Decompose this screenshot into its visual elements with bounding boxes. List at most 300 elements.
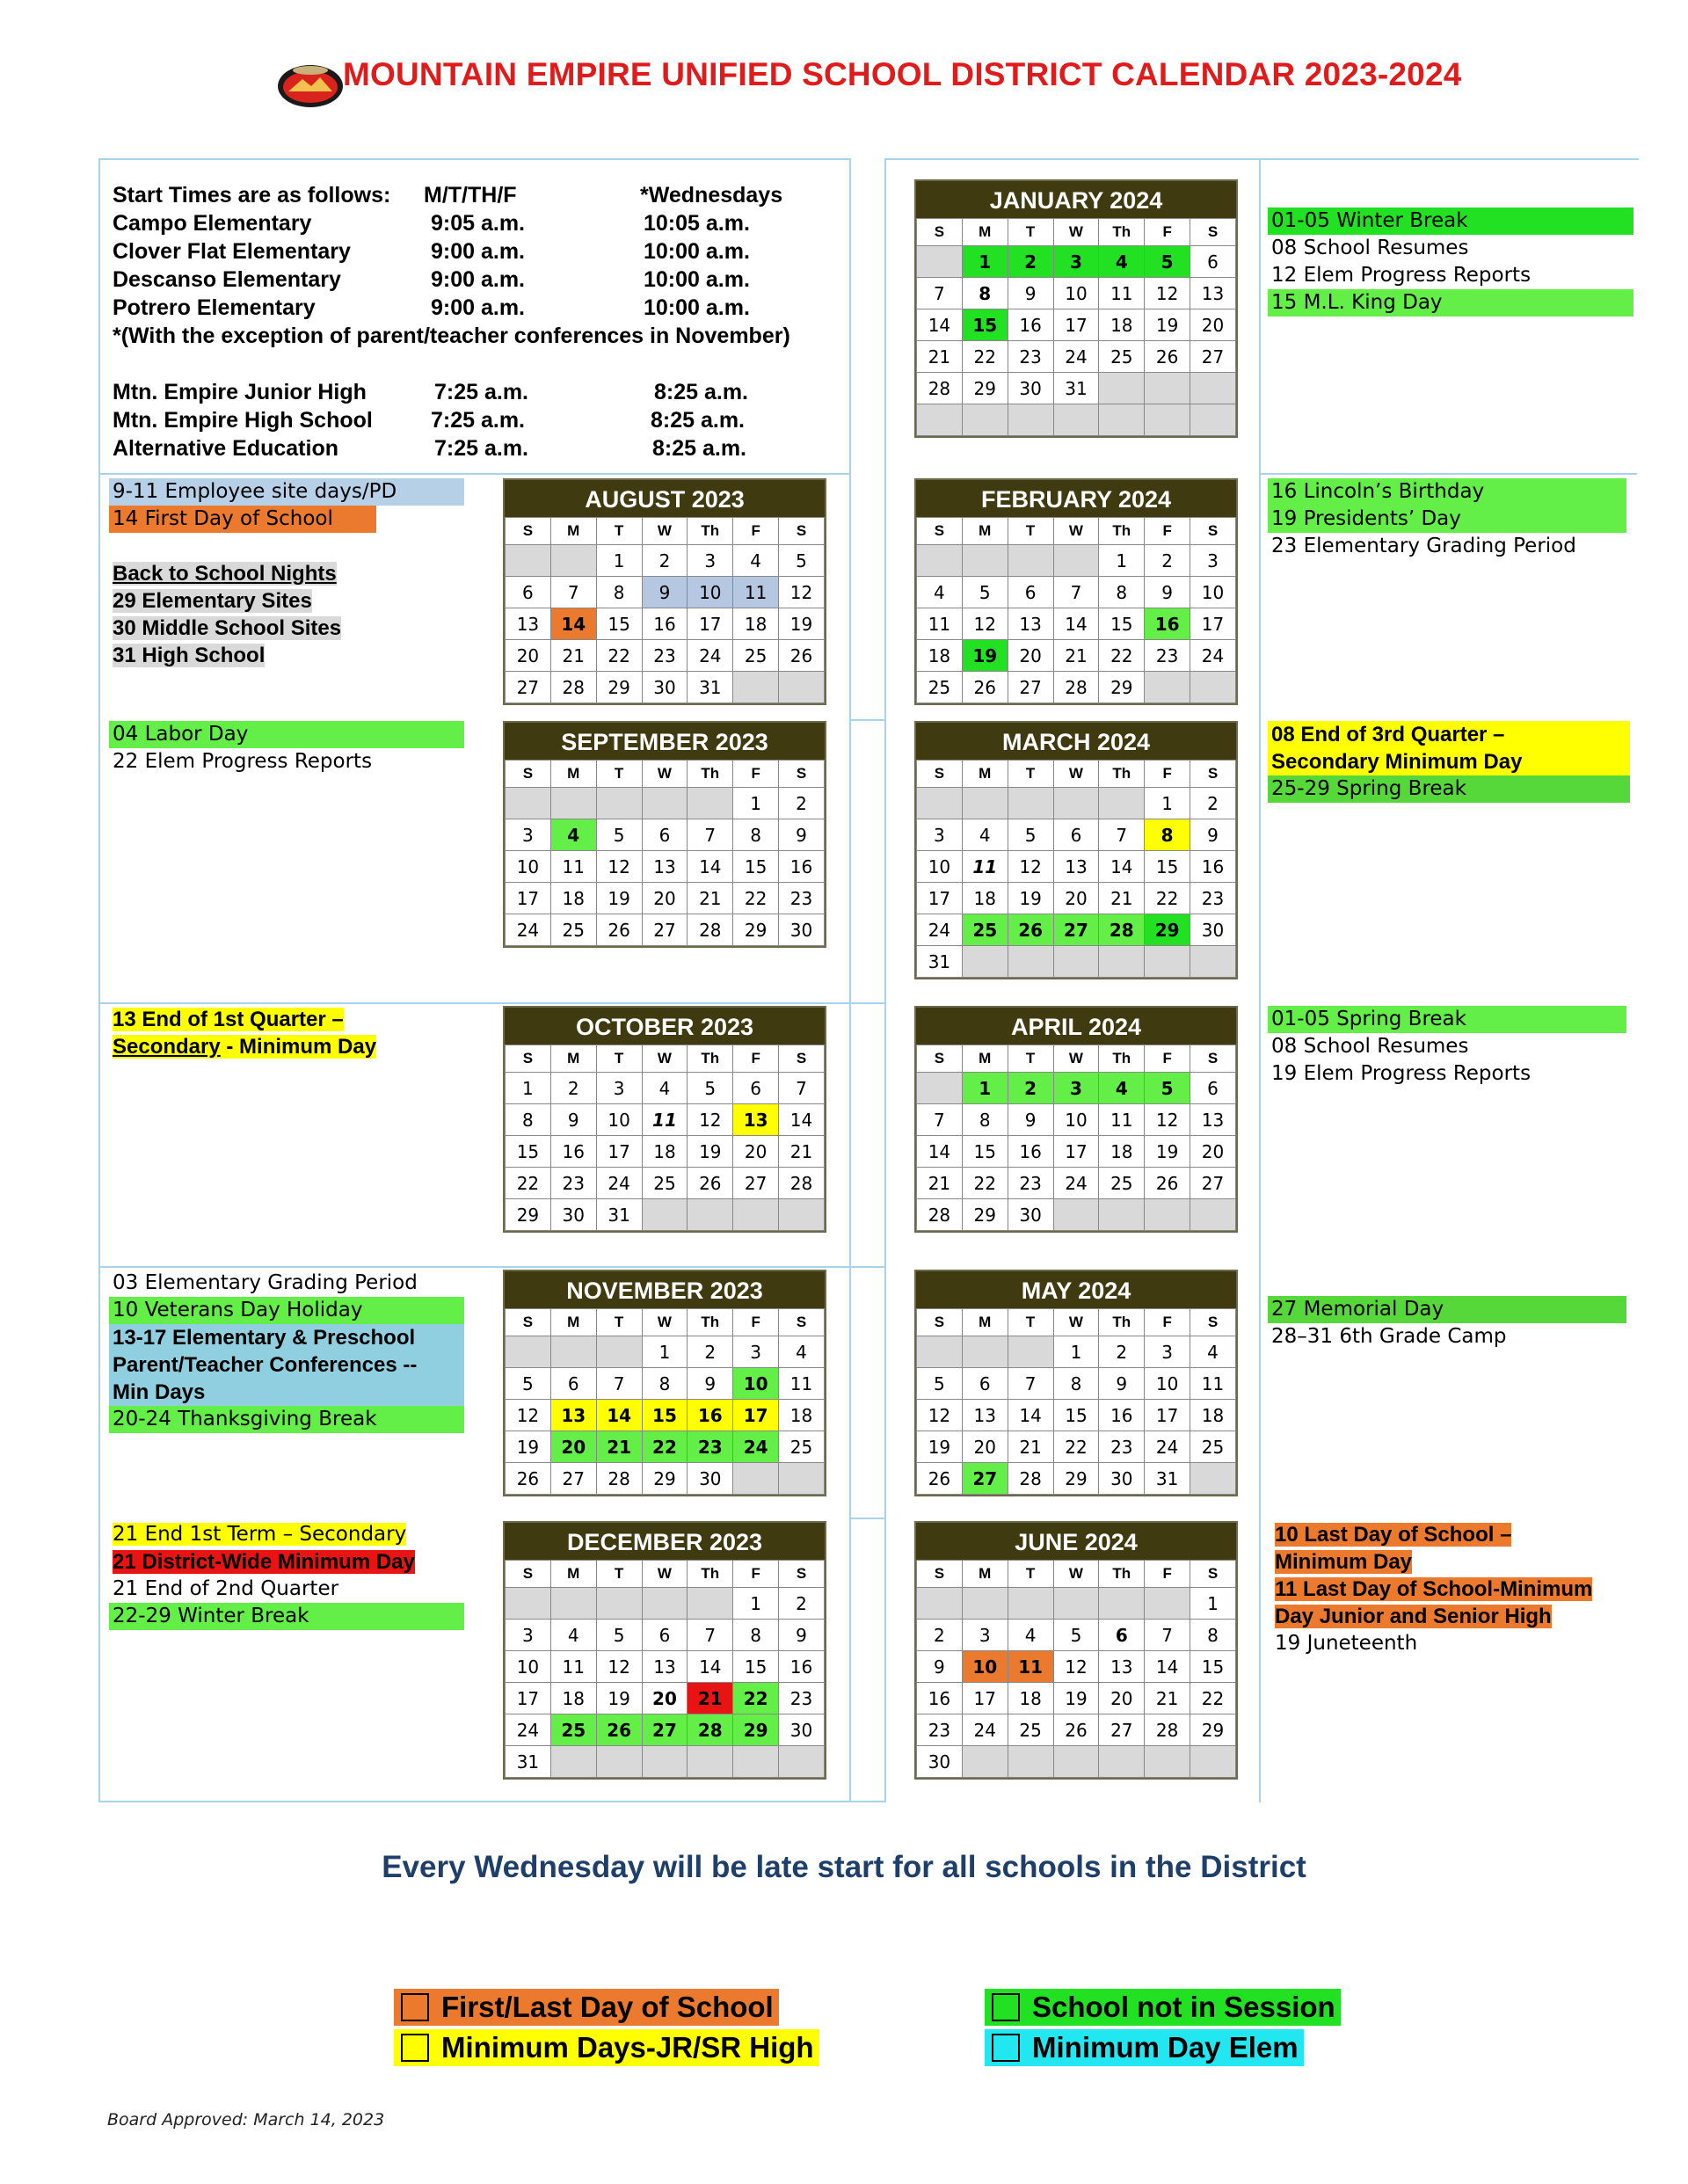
weekday-header: W (1053, 518, 1099, 545)
calendar-empty-cell (917, 1588, 963, 1620)
event-item: 19 Elem Progress Reports (1271, 1062, 1532, 1085)
calendar-day: 6 (1190, 246, 1236, 278)
calendar-day: 30 (688, 1463, 733, 1495)
calendar-day: 11 (733, 577, 779, 608)
calendar-month-title: JUNE 2024 (916, 1523, 1236, 1560)
weekday-header: Th (1099, 761, 1145, 788)
calendar-day: 19 (688, 1136, 733, 1168)
calendar-day: 27 (733, 1168, 779, 1199)
event-item: 13 End of 1st Quarter – (113, 1008, 344, 1031)
calendar-day: 16 (688, 1400, 733, 1431)
calendar-empty-cell (917, 1073, 963, 1104)
calendar-day: 3 (1053, 246, 1099, 278)
event-item: Secondary (113, 1035, 221, 1059)
calendar-week-row (506, 788, 825, 819)
weekday-header: S (917, 1309, 963, 1336)
calendar-month-title: FEBRUARY 2024 (916, 480, 1236, 517)
calendar-day: 25 (642, 1168, 688, 1199)
calendar-week-row (506, 1199, 825, 1231)
calendar-day: 27 (1190, 1168, 1236, 1199)
weekday-header: W (642, 1309, 688, 1336)
calendar-day: 22 (733, 1683, 779, 1714)
school-time: 9:00 a.m. (431, 239, 526, 264)
calendar-day: 27 (642, 1714, 688, 1746)
calendar-day: 25 (1190, 1431, 1236, 1463)
legend-school-not-in-session (985, 1989, 1341, 2026)
calendar-empty-cell (596, 788, 642, 819)
calendar-day: 14 (1008, 1400, 1053, 1431)
calendar-day: 26 (688, 1168, 733, 1199)
weekday-header: M (550, 1561, 596, 1588)
calendar-day: 3 (733, 1336, 779, 1368)
calendar-day: 17 (596, 1136, 642, 1168)
weekday-header: M (962, 518, 1008, 545)
weekday-header: F (1145, 518, 1190, 545)
calendar-day: 2 (550, 1073, 596, 1104)
weekday-header: W (1053, 219, 1099, 246)
calendar-day: 30 (550, 1199, 596, 1231)
weekday-header: S (506, 1561, 551, 1588)
calendar-day: 5 (779, 545, 825, 577)
weekday-header: T (1008, 1045, 1053, 1073)
calendar-week-row (506, 1073, 825, 1104)
calendar-day: 20 (962, 1431, 1008, 1463)
calendar-day: 13 (1190, 1104, 1236, 1136)
weekday-header: T (1008, 1561, 1053, 1588)
school-name: Mtn. Empire High School (113, 408, 373, 433)
calendar-day: 6 (1099, 1620, 1145, 1651)
calendar-empty-cell (733, 1199, 779, 1231)
calendar-empty-cell (917, 545, 963, 577)
event-item: 21 End of 2nd Quarter (113, 1577, 339, 1600)
calendar-week-row (506, 1746, 825, 1778)
calendar-day: 21 (1053, 640, 1099, 672)
calendar-day: 11 (1190, 1368, 1236, 1400)
calendar-day: 22 (1145, 883, 1190, 914)
events-january (1268, 207, 1633, 317)
calendar-day: 4 (1099, 1073, 1145, 1104)
calendar-day: 26 (1145, 1168, 1190, 1199)
calendar-day: 5 (917, 1368, 963, 1400)
weekday-header: S (779, 1045, 825, 1073)
calendar-empty-cell (779, 672, 825, 703)
calendar-empty-cell (1190, 1199, 1236, 1231)
calendar-day: 5 (1145, 246, 1190, 278)
calendar-week-row (506, 1136, 825, 1168)
calendar-day: 10 (596, 1104, 642, 1136)
calendar-month-title: MAY 2024 (916, 1271, 1236, 1308)
calendar-day: 10 (962, 1651, 1008, 1683)
school-time: 9:00 a.m. (431, 267, 526, 292)
weekday-header: T (1008, 219, 1053, 246)
calendar-day: 8 (962, 278, 1008, 309)
calendar-week-row (917, 851, 1236, 883)
calendar-empty-cell (1099, 1199, 1145, 1231)
calendar-empty-cell (1190, 946, 1236, 978)
calendar-day: 24 (917, 914, 963, 946)
weekday-header: T (596, 1561, 642, 1588)
calendar-day: 8 (733, 1620, 779, 1651)
calendar-week-row (917, 788, 1236, 819)
calendar-day: 2 (917, 1620, 963, 1651)
calendar-day: 17 (688, 608, 733, 640)
event-item: 12 Elem Progress Reports (1271, 264, 1532, 287)
calendar-day: 8 (733, 819, 779, 851)
event-item: 22 Elem Progress Reports (113, 750, 373, 773)
school-wed-time: 8:25 a.m. (652, 436, 747, 461)
calendar-day: 15 (1145, 851, 1190, 883)
calendar-month-title: OCTOBER 2023 (505, 1008, 825, 1045)
calendar-day: 28 (1099, 914, 1145, 946)
school-wed-time: 8:25 a.m. (654, 380, 749, 404)
calendar-day: 12 (596, 1651, 642, 1683)
calendar-week-row (917, 1368, 1236, 1400)
calendar-empty-cell (642, 788, 688, 819)
calendar-day: 16 (550, 1136, 596, 1168)
calendar-day: 20 (642, 883, 688, 914)
calendar-day: 5 (688, 1073, 733, 1104)
weekday-header: S (917, 761, 963, 788)
calendar-day: 8 (642, 1368, 688, 1400)
calendar-day: 29 (1145, 914, 1190, 946)
calendar-empty-cell (642, 1199, 688, 1231)
weekday-header: S (1190, 1045, 1236, 1073)
calendar-day: 17 (962, 1683, 1008, 1714)
calendar-day: 10 (506, 851, 551, 883)
calendar-day: 25 (733, 640, 779, 672)
calendar-day: 15 (733, 851, 779, 883)
calendar-day: 25 (1008, 1714, 1053, 1746)
calendar-day: 15 (1053, 1400, 1099, 1431)
school-name: Descanso Elementary (113, 267, 341, 292)
weekday-header: S (1190, 219, 1236, 246)
calendar-day: 26 (1008, 914, 1053, 946)
calendar-day: 11 (550, 851, 596, 883)
calendar-day: 15 (962, 1136, 1008, 1168)
calendar-november-2023 (503, 1270, 826, 1496)
calendar-february-2024 (914, 478, 1238, 705)
calendar-day: 23 (1008, 341, 1053, 373)
calendar-day: 28 (1053, 672, 1099, 703)
calendar-day: 1 (642, 1336, 688, 1368)
calendar-day: 17 (506, 883, 551, 914)
calendar-day: 6 (642, 1620, 688, 1651)
events-april (1268, 1006, 1626, 1088)
calendar-empty-cell (1145, 373, 1190, 404)
weekday-header: S (506, 761, 551, 788)
calendar-day: 16 (779, 1651, 825, 1683)
calendar-week-row (917, 883, 1236, 914)
calendar-day: 29 (1099, 672, 1145, 703)
calendar-empty-cell (1099, 1588, 1145, 1620)
calendar-day: 24 (688, 640, 733, 672)
weekday-header: S (506, 1045, 551, 1073)
calendar-empty-cell (596, 1588, 642, 1620)
weekday-header: S (917, 518, 963, 545)
legend-label: Minimum Day Elem (1032, 2031, 1299, 2064)
calendar-day: 4 (733, 545, 779, 577)
calendar-day: 14 (550, 608, 596, 640)
event-item-heading: Back to School Nights (113, 562, 337, 586)
calendar-day: 3 (917, 819, 963, 851)
calendar-day: 10 (733, 1368, 779, 1400)
calendar-month-title: JANUARY 2024 (916, 181, 1236, 218)
weekday-header: M (962, 1561, 1008, 1588)
calendar-day: 16 (779, 851, 825, 883)
event-item: - Minimum Day (220, 1035, 377, 1059)
calendar-empty-cell (550, 1746, 596, 1778)
weekday-header: Th (1099, 1045, 1145, 1073)
board-approved-note: Board Approved: March 14, 2023 (107, 2110, 385, 2129)
calendar-week-row (506, 883, 825, 914)
calendar-empty-cell (642, 1746, 688, 1778)
calendar-day: 6 (733, 1073, 779, 1104)
calendar-day: 15 (1190, 1651, 1236, 1683)
calendar-day: 21 (779, 1136, 825, 1168)
calendar-day: 30 (779, 914, 825, 946)
calendar-day: 18 (642, 1136, 688, 1168)
grid-line (98, 158, 100, 1802)
calendar-day: 22 (962, 341, 1008, 373)
event-item: Day Junior and Senior High (1275, 1605, 1552, 1628)
calendar-day: 16 (1145, 608, 1190, 640)
weekday-header: W (642, 518, 688, 545)
weekday-header: S (1190, 1309, 1236, 1336)
calendar-day: 29 (962, 1199, 1008, 1231)
weekday-header: W (1053, 1045, 1099, 1073)
calendar-empty-cell (733, 1463, 779, 1495)
event-item: 15 M.L. King Day (1268, 289, 1633, 317)
calendar-day: 4 (1099, 246, 1145, 278)
weekday-header: M (962, 1309, 1008, 1336)
school-time: 9:00 a.m. (431, 295, 526, 320)
calendar-day: 1 (1190, 1588, 1236, 1620)
school-time: 9:05 a.m. (431, 211, 526, 236)
weekday-header: Th (688, 1309, 733, 1336)
calendar-day: 8 (962, 1104, 1008, 1136)
calendar-day: 22 (1099, 640, 1145, 672)
calendar-day: 8 (506, 1104, 551, 1136)
event-item: Min Days (109, 1379, 464, 1406)
calendar-day: 23 (1145, 640, 1190, 672)
weekday-header: M (962, 1045, 1008, 1073)
grid-line (851, 1518, 886, 1519)
calendar-day: 26 (596, 1714, 642, 1746)
calendar-day: 6 (1190, 1073, 1236, 1104)
weekday-header: S (506, 1309, 551, 1336)
calendar-day: 19 (1145, 1136, 1190, 1168)
calendar-day: 14 (917, 309, 963, 341)
start-times-exception: *(With the exception of parent/teacher conferences in November) (113, 324, 790, 348)
calendar-month-title: AUGUST 2023 (505, 480, 825, 517)
calendar-month-title: MARCH 2024 (916, 723, 1236, 760)
calendar-day: 31 (506, 1746, 551, 1778)
calendar-day: 11 (779, 1368, 825, 1400)
calendar-week-row (917, 1463, 1236, 1495)
calendar-day: 16 (1099, 1400, 1145, 1431)
calendar-day: 4 (917, 577, 963, 608)
calendar-empty-cell (550, 1336, 596, 1368)
weekday-header: F (733, 518, 779, 545)
calendar-day: 15 (506, 1136, 551, 1168)
calendar-day: 25 (550, 1714, 596, 1746)
calendar-empty-cell (1099, 404, 1145, 436)
calendar-empty-cell (1008, 1746, 1053, 1778)
calendar-day: 10 (1190, 577, 1236, 608)
calendar-day: 24 (506, 914, 551, 946)
calendar-week-row (917, 1199, 1236, 1231)
calendar-day: 2 (1190, 788, 1236, 819)
weekday-header: F (733, 1561, 779, 1588)
calendar-week-row (917, 640, 1236, 672)
weekday-header: Th (688, 761, 733, 788)
calendar-day: 21 (550, 640, 596, 672)
event-item: 04 Labor Day (109, 721, 464, 748)
calendar-day: 25 (550, 914, 596, 946)
calendar-empty-cell (917, 246, 963, 278)
calendar-empty-cell (1190, 1746, 1236, 1778)
legend-label: First/Last Day of School (441, 1991, 774, 2023)
event-item: 08 End of 3rd Quarter – (1268, 721, 1630, 748)
weekday-header: M (962, 761, 1008, 788)
calendar-empty-cell (1053, 788, 1099, 819)
calendar-day: 3 (1190, 545, 1236, 577)
calendar-day: 14 (688, 1651, 733, 1683)
calendar-empty-cell (1053, 1199, 1099, 1231)
calendar-week-row (917, 545, 1236, 577)
calendar-day: 4 (1190, 1336, 1236, 1368)
calendar-day: 12 (779, 577, 825, 608)
calendar-empty-cell (1190, 672, 1236, 703)
calendar-day: 10 (1053, 278, 1099, 309)
calendar-day: 4 (1008, 1620, 1053, 1651)
calendar-day: 30 (917, 1746, 963, 1778)
calendar-week-row (506, 1683, 825, 1714)
calendar-day: 7 (779, 1073, 825, 1104)
calendar-day: 18 (550, 1683, 596, 1714)
weekday-header: S (917, 1045, 963, 1073)
calendar-day: 24 (506, 1714, 551, 1746)
calendar-day: 4 (550, 1620, 596, 1651)
calendar-empty-cell (779, 1746, 825, 1778)
weekday-header: Th (1099, 518, 1145, 545)
calendar-empty-cell (688, 1746, 733, 1778)
calendar-empty-cell (506, 1588, 551, 1620)
calendar-september-2023 (503, 721, 826, 948)
event-item: Parent/Teacher Conferences -- (109, 1351, 464, 1379)
calendar-empty-cell (1099, 373, 1145, 404)
weekday-header: T (1008, 1309, 1053, 1336)
calendar-day: 23 (688, 1431, 733, 1463)
calendar-empty-cell (779, 1463, 825, 1495)
calendar-day: 23 (1190, 883, 1236, 914)
calendar-empty-cell (1008, 1336, 1053, 1368)
calendar-day: 26 (596, 914, 642, 946)
calendar-day: 22 (506, 1168, 551, 1199)
calendar-day: 6 (1008, 577, 1053, 608)
calendar-day: 13 (1008, 608, 1053, 640)
calendar-day: 13 (642, 1651, 688, 1683)
calendar-day: 11 (1099, 278, 1145, 309)
calendar-day: 15 (1099, 608, 1145, 640)
calendar-day: 7 (550, 577, 596, 608)
calendar-day: 27 (1053, 914, 1099, 946)
calendar-day: 16 (1008, 1136, 1053, 1168)
calendar-empty-cell (1190, 404, 1236, 436)
calendar-week-row (917, 1431, 1236, 1463)
school-name: Mtn. Empire Junior High (113, 380, 367, 404)
event-item: 10 Veterans Day Holiday (109, 1297, 464, 1324)
calendar-day: 17 (1053, 1136, 1099, 1168)
school-wed-time: 10:05 a.m. (644, 211, 750, 236)
calendar-day: 21 (1099, 883, 1145, 914)
calendar-day: 22 (1053, 1431, 1099, 1463)
events-may (1268, 1296, 1626, 1350)
calendar-day: 26 (1145, 341, 1190, 373)
calendar-day: 23 (550, 1168, 596, 1199)
grid-line (98, 473, 851, 475)
calendar-empty-cell (1008, 545, 1053, 577)
calendar-day: 3 (962, 1620, 1008, 1651)
calendar-day: 14 (688, 851, 733, 883)
event-item: 30 Middle School Sites (113, 616, 342, 640)
calendar-day: 18 (550, 883, 596, 914)
calendar-month-title: SEPTEMBER 2023 (505, 723, 825, 760)
calendar-day: 7 (1008, 1368, 1053, 1400)
calendar-day: 13 (550, 1400, 596, 1431)
calendar-day: 26 (1053, 1714, 1099, 1746)
calendar-day: 7 (688, 1620, 733, 1651)
calendar-week-row (506, 1588, 825, 1620)
calendar-day: 25 (1099, 1168, 1145, 1199)
calendar-day: 31 (688, 672, 733, 703)
calendar-day: 28 (688, 1714, 733, 1746)
calendar-week-row (917, 1683, 1236, 1714)
calendar-day: 11 (1008, 1651, 1053, 1683)
event-item: 03 Elementary Grading Period (113, 1271, 418, 1294)
calendar-empty-cell (1145, 1746, 1190, 1778)
calendar-empty-cell (962, 1336, 1008, 1368)
calendar-day: 21 (917, 1168, 963, 1199)
calendar-week-row (506, 1104, 825, 1136)
calendar-empty-cell (1099, 946, 1145, 978)
calendar-month-title: NOVEMBER 2023 (505, 1271, 825, 1308)
calendar-day: 30 (779, 1714, 825, 1746)
calendar-day: 24 (1053, 1168, 1099, 1199)
calendar-day: 20 (1008, 640, 1053, 672)
events-november (109, 1270, 464, 1433)
calendar-day: 17 (917, 883, 963, 914)
grid-line (98, 158, 851, 160)
calendar-day: 8 (1099, 577, 1145, 608)
event-item: 22-29 Winter Break (109, 1603, 464, 1630)
calendar-day: 30 (1099, 1463, 1145, 1495)
calendar-day: 24 (596, 1168, 642, 1199)
calendar-day: 12 (1053, 1651, 1099, 1683)
grid-line (98, 1002, 886, 1004)
event-item: 25-29 Spring Break (1268, 775, 1630, 803)
calendar-day: 4 (550, 819, 596, 851)
calendar-day: 28 (1145, 1714, 1190, 1746)
calendar-day: 23 (779, 1683, 825, 1714)
event-item: 27 Memorial Day (1268, 1296, 1626, 1323)
events-february (1268, 478, 1626, 560)
calendar-day: 17 (733, 1400, 779, 1431)
calendar-day: 18 (733, 608, 779, 640)
calendar-week-row (917, 1073, 1236, 1104)
weekday-header: W (642, 761, 688, 788)
calendar-empty-cell (917, 404, 963, 436)
